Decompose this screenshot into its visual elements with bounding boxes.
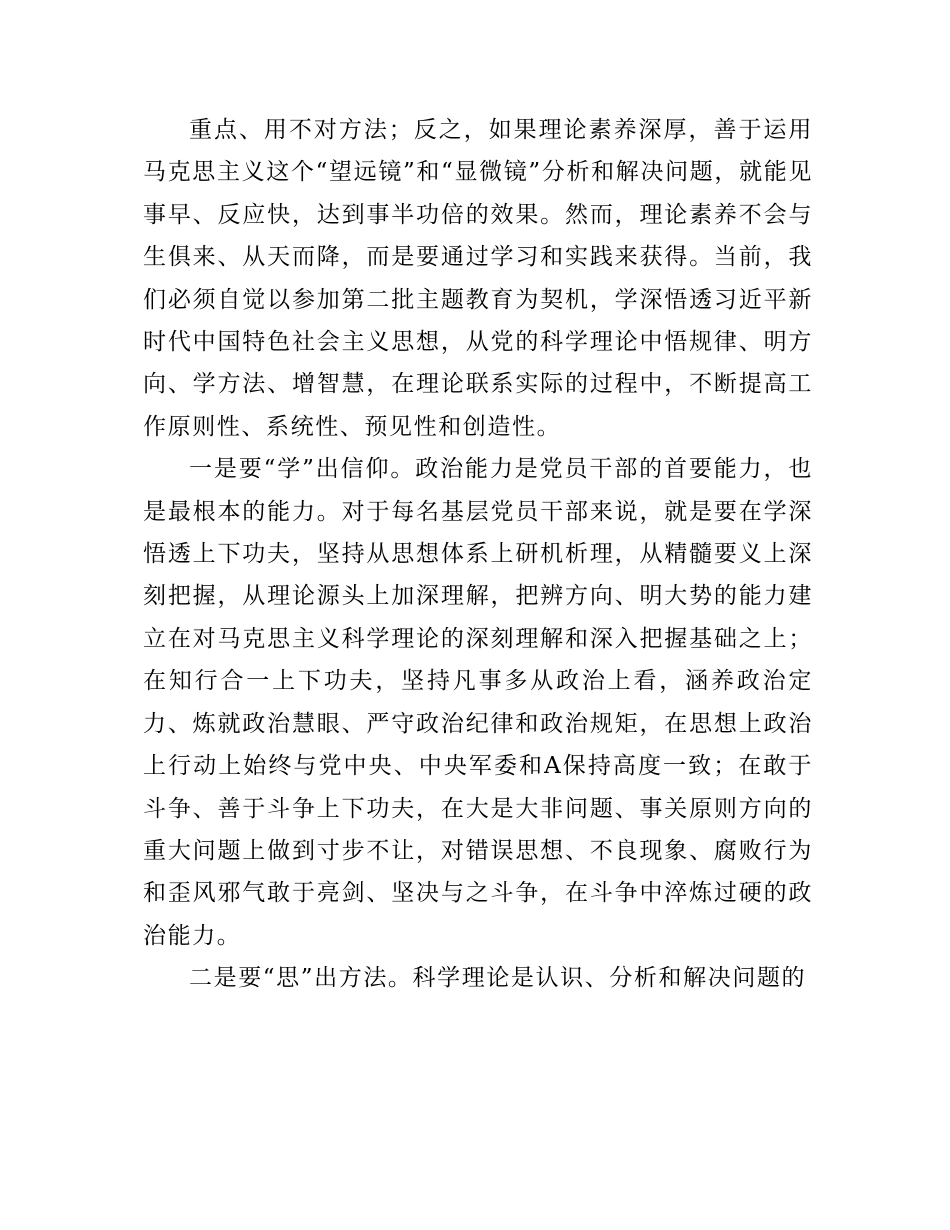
paragraph-continuation: 重点、用不对方法；反之，如果理论素养深厚，善于运用马克思主义这个“望远镜”和“显微镜”分析和解决问题，就能见事早、反应快，达到事半功倍的效果。然而，理论素养不会与生俱来、从天而降，而是要通过学习和实践来获得。当前，我们必须自觉以参加第二批主题教育为契机，学深悟透习近平新时代中国特色社会主义思想，从党的科学理论中悟规律、明方向、学方法、增智慧，在理论联系实际的过程中，不断提高工作原则性、系统性、预见性和创造性。 [143, 117, 813, 440]
document-body [143, 109, 813, 1000]
paragraph-study-faith: 一是要“学”出信仰。政治能力是党员干部的首要能力，也是最根本的能力。对于每名基层党员干部来说，就是要在学深悟透上下功夫，坚持从思想体系上研机析理，从精髓要义上深刻把握，从理论源头上加深理解，把辨方向、明大势的能力建立在对马克思主义科学理论的深刻理解和深入把握基础之上；在知行合一上下功夫，坚持凡事多从政治上看，涵养政治定力、炼就政治慧眼、严守政治纪律和政治规矩，在思想上政治上行动上始终与党中央、中央军委和A保持高度一致；在敢于斗争、善于斗争上下功夫，在大是大非问题、事关原则方向的重大问题上做到寸步不让，对错误思想、不良现象、腐败行为和歪风邪气敢于亮剑、坚决与之斗争，在斗争中淬炼过硬的政治能力。 [143, 456, 813, 949]
paragraph-think-method: 二是要“思”出方法。科学理论是认识、分析和解决问题的 [189, 965, 807, 992]
